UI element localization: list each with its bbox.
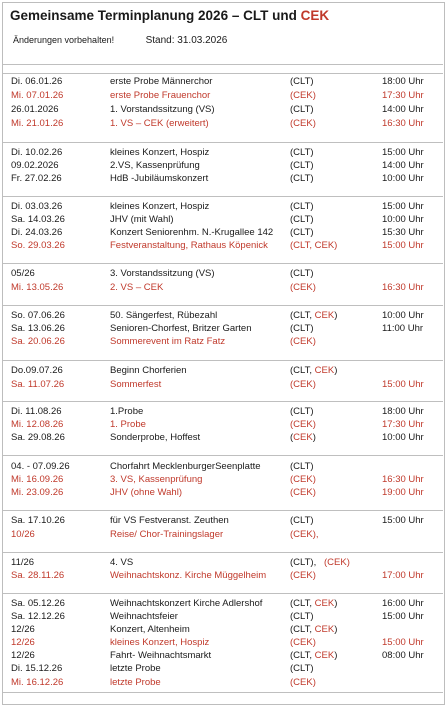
org-cell: (CLT, CEK) bbox=[290, 310, 338, 321]
date-cell: So. 07.06.26 bbox=[11, 310, 65, 321]
date-cell: So. 29.03.26 bbox=[11, 240, 65, 251]
date-cell: Di. 10.02.26 bbox=[11, 147, 63, 158]
event-cell: kleines Konzert, Hospiz bbox=[110, 637, 210, 648]
cek-label: CEK bbox=[314, 624, 335, 635]
org-cell: (CLT) bbox=[290, 663, 314, 674]
time-cell: 17:30 Uhr bbox=[382, 419, 424, 430]
date-cell: Fr. 27.02.26 bbox=[11, 173, 62, 184]
stand-date: Stand: 31.03.2026 bbox=[145, 35, 228, 46]
event-cell: Chorfahrt MecklenburgerSeenplatte bbox=[110, 461, 261, 472]
event-cell: letzte Probe bbox=[110, 677, 161, 688]
date-cell: Sa. 20.06.26 bbox=[11, 336, 65, 347]
event-cell: JHV (ohne Wahl) bbox=[110, 487, 182, 498]
org-cell-secondary: (CEK) bbox=[324, 557, 350, 568]
event-cell: 2.VS, Kassenprüfung bbox=[110, 160, 200, 171]
row-divider bbox=[3, 196, 443, 197]
time-cell: 14:00 Uhr bbox=[382, 104, 424, 115]
org-cell: (CLT) bbox=[290, 268, 314, 279]
time-cell: 15:00 Uhr bbox=[382, 147, 424, 158]
event-cell: 1. VS – CEK (erweitert) bbox=[110, 118, 209, 129]
org-cell: (CLT, CEK) bbox=[290, 598, 338, 609]
time-cell: 17:30 Uhr bbox=[382, 90, 424, 101]
date-cell: 05/26 bbox=[11, 268, 35, 279]
time-cell: 10:00 Uhr bbox=[382, 310, 424, 321]
table-row bbox=[0, 598, 448, 611]
row-divider bbox=[3, 73, 443, 74]
table-row bbox=[0, 379, 448, 392]
title-text: Gemeinsame Terminplanung 2026 – CLT und bbox=[10, 8, 301, 23]
org-cell: (CLT), bbox=[290, 557, 317, 568]
event-cell: 50. Sängerfest, Rübezahl bbox=[110, 310, 218, 321]
date-cell: Di. 03.03.26 bbox=[11, 201, 63, 212]
table-row bbox=[0, 624, 448, 637]
time-cell: 15:30 Uhr bbox=[382, 227, 424, 238]
event-cell: Senioren-Chorfest, Britzer Garten bbox=[110, 323, 252, 334]
date-cell: 12/26 bbox=[11, 650, 35, 661]
org-cell: (CEK) bbox=[290, 336, 316, 347]
table-row bbox=[0, 201, 448, 214]
time-cell: 15:00 Uhr bbox=[382, 201, 424, 212]
time-cell: 16:30 Uhr bbox=[382, 118, 424, 129]
date-cell: 09.02.2026 bbox=[11, 160, 59, 171]
org-cell: (CEK) bbox=[290, 474, 316, 485]
org-cell: (CLT) bbox=[290, 323, 314, 334]
org-cell: (CEK) bbox=[290, 282, 316, 293]
row-divider bbox=[3, 305, 443, 306]
time-cell: 15:00 Uhr bbox=[382, 637, 424, 648]
event-cell: Konzert, Altenheim bbox=[110, 624, 190, 635]
table-row bbox=[0, 611, 448, 624]
date-cell: 10/26 bbox=[11, 529, 35, 540]
row-divider bbox=[3, 64, 443, 65]
date-cell: Mi. 23.09.26 bbox=[11, 487, 64, 498]
event-cell: HdB -Jubiläumskonzert bbox=[110, 173, 209, 184]
row-divider bbox=[3, 263, 443, 264]
changes-note: Änderungen vorbehalten! bbox=[13, 35, 115, 45]
table-row bbox=[0, 365, 448, 378]
cek-label: CEK bbox=[314, 598, 335, 609]
org-cell: (CEK) bbox=[290, 419, 316, 430]
table-row bbox=[0, 227, 448, 240]
table-row bbox=[0, 663, 448, 676]
time-cell: 18:00 Uhr bbox=[382, 76, 424, 87]
table-row bbox=[0, 461, 448, 474]
row-divider bbox=[3, 510, 443, 511]
date-cell: 12/26 bbox=[11, 624, 35, 635]
event-cell: Reise/ Chor-Trainingslager bbox=[110, 529, 224, 540]
time-cell: 08:00 Uhr bbox=[382, 650, 424, 661]
cek-label: CEK bbox=[293, 432, 313, 443]
date-cell: 26.01.2026 bbox=[11, 104, 59, 115]
date-cell: Sa. 28.11.26 bbox=[11, 570, 65, 581]
date-cell: Sa. 05.12.26 bbox=[11, 598, 65, 609]
org-cell: (CLT) bbox=[290, 214, 314, 225]
table-row bbox=[0, 282, 448, 295]
table-row bbox=[0, 323, 448, 336]
date-cell: Sa. 17.10.26 bbox=[11, 515, 65, 526]
time-cell: 19:00 Uhr bbox=[382, 487, 424, 498]
time-cell: 15:00 Uhr bbox=[382, 515, 424, 526]
org-cell: (CLT) bbox=[290, 104, 314, 115]
event-cell: 1.Probe bbox=[110, 406, 144, 417]
time-cell: 16:30 Uhr bbox=[382, 282, 424, 293]
org-cell: (CEK) bbox=[290, 677, 316, 688]
date-cell: Di. 15.12.26 bbox=[11, 663, 63, 674]
table-row bbox=[0, 160, 448, 173]
date-cell: Di. 11.08.26 bbox=[11, 406, 62, 417]
table-row bbox=[0, 419, 448, 432]
cek-label: CEK bbox=[314, 365, 335, 376]
date-cell: Sa. 11.07.26 bbox=[11, 379, 65, 390]
org-cell: (CLT) bbox=[290, 147, 314, 158]
org-cell: (CLT) bbox=[290, 406, 314, 417]
date-cell: Mi. 13.05.26 bbox=[11, 282, 64, 293]
date-cell: 11/26 bbox=[11, 557, 35, 568]
time-cell: 16:30 Uhr bbox=[382, 474, 424, 485]
event-cell: 4. VS bbox=[110, 557, 134, 568]
row-divider bbox=[3, 692, 443, 693]
date-cell: 04. - 07.09.26 bbox=[11, 461, 70, 472]
time-cell: 15:00 Uhr bbox=[382, 611, 424, 622]
time-cell: 15:00 Uhr bbox=[382, 240, 424, 251]
table-row bbox=[0, 76, 448, 89]
table-row bbox=[0, 474, 448, 487]
event-cell: für VS Festveranst. Zeuthen bbox=[110, 515, 229, 526]
org-cell: (CEK) bbox=[290, 637, 316, 648]
row-divider bbox=[3, 593, 443, 594]
event-cell: kleines Konzert, Hospiz bbox=[110, 147, 210, 158]
table-row bbox=[0, 406, 448, 419]
row-divider bbox=[3, 401, 443, 402]
table-row bbox=[0, 557, 448, 570]
org-cell: (CEK), bbox=[290, 529, 319, 540]
table-row bbox=[0, 214, 448, 227]
event-cell: erste Probe Frauenchor bbox=[110, 90, 211, 101]
event-cell: kleines Konzert, Hospiz bbox=[110, 201, 210, 212]
event-cell: 1. Probe bbox=[110, 419, 146, 430]
event-cell: Sommerfest bbox=[110, 379, 162, 390]
event-cell: letzte Probe bbox=[110, 663, 161, 674]
event-cell: Weihnachtskonzert Kirche Adlershof bbox=[110, 598, 263, 609]
table-row bbox=[0, 336, 448, 349]
table-row bbox=[0, 147, 448, 160]
event-cell: Konzert Seniorenhm. N.-Krugallee 142 bbox=[110, 227, 274, 238]
date-cell: Sa. 12.12.26 bbox=[11, 611, 65, 622]
event-cell: Fahrt- Weihnachtsmarkt bbox=[110, 650, 212, 661]
date-cell: Di. 24.03.26 bbox=[11, 227, 63, 238]
table-row bbox=[0, 240, 448, 253]
table-row bbox=[0, 90, 448, 103]
org-cell: (CLT) bbox=[290, 173, 314, 184]
org-cell: (CLT, CEK) bbox=[290, 365, 338, 376]
event-cell: 3. Vorstandssitzung (VS) bbox=[110, 268, 215, 279]
event-cell: JHV (mit Wahl) bbox=[110, 214, 174, 225]
table-row bbox=[0, 173, 448, 186]
cek-label: CEK bbox=[314, 650, 335, 661]
cek-label: CEK bbox=[314, 310, 335, 321]
event-cell: Sommerevent im Ratz Fatz bbox=[110, 336, 226, 347]
table-row bbox=[0, 677, 448, 690]
org-cell: (CEK) bbox=[290, 118, 316, 129]
event-cell: Beginn Chorferien bbox=[110, 365, 187, 376]
org-cell: (CEK) bbox=[290, 487, 316, 498]
table-row bbox=[0, 104, 448, 117]
org-cell: (CEK) bbox=[290, 90, 316, 101]
event-cell: Sonderprobe, Hoffest bbox=[110, 432, 201, 443]
subtitle bbox=[13, 35, 227, 46]
org-cell: (CEK) bbox=[290, 379, 316, 390]
event-cell: 2. VS – CEK bbox=[110, 282, 164, 293]
date-cell: Sa. 29.08.26 bbox=[11, 432, 65, 443]
date-cell: 12/26 bbox=[11, 637, 35, 648]
row-divider bbox=[3, 360, 443, 361]
org-cell: (CLT) bbox=[290, 515, 314, 526]
table-row bbox=[0, 515, 448, 528]
time-cell: 16:00 Uhr bbox=[382, 598, 424, 609]
page-title bbox=[10, 8, 329, 23]
title-cek: CEK bbox=[300, 8, 330, 23]
event-cell: 1. Vorstandssitzung (VS) bbox=[110, 104, 215, 115]
time-cell: 18:00 Uhr bbox=[382, 406, 424, 417]
table-row bbox=[0, 529, 448, 542]
org-cell: (CLT, CEK) bbox=[290, 240, 338, 251]
event-cell: Weihnachtskonz. Kirche Müggelheim bbox=[110, 570, 267, 581]
date-cell: Mi. 12.08.26 bbox=[11, 419, 64, 430]
org-cell: (CLT, CEK) bbox=[290, 624, 338, 635]
date-cell: Sa. 13.06.26 bbox=[11, 323, 65, 334]
org-cell: (CLT) bbox=[290, 201, 314, 212]
org-cell: (CLT) bbox=[290, 461, 314, 472]
date-cell: Mi. 21.01.26 bbox=[11, 118, 64, 129]
date-cell: Mi. 16.09.26 bbox=[11, 474, 64, 485]
date-cell: Mi. 16.12.26 bbox=[11, 677, 64, 688]
time-cell: 11:00 Uhr bbox=[382, 323, 424, 334]
event-cell: erste Probe Männerchor bbox=[110, 76, 213, 87]
date-cell: Di. 06.01.26 bbox=[11, 76, 63, 87]
org-cell: (CLT, CEK) bbox=[290, 650, 338, 661]
table-row bbox=[0, 570, 448, 583]
org-cell: (CEK) bbox=[290, 432, 316, 443]
org-cell: (CLT) bbox=[290, 227, 314, 238]
row-divider bbox=[3, 552, 443, 553]
row-divider bbox=[3, 455, 443, 456]
event-cell: Festveranstaltung, Rathaus Köpenick bbox=[110, 240, 268, 251]
time-cell: 10:00 Uhr bbox=[382, 432, 424, 443]
org-cell: (CLT) bbox=[290, 611, 314, 622]
time-cell: 15:00 Uhr bbox=[382, 379, 424, 390]
time-cell: 14:00 Uhr bbox=[382, 160, 424, 171]
time-cell: 10:00 Uhr bbox=[382, 214, 424, 225]
table-row bbox=[0, 310, 448, 323]
event-cell: 3. VS, Kassenprüfung bbox=[110, 474, 203, 485]
row-divider bbox=[3, 142, 443, 143]
org-cell: (CLT) bbox=[290, 160, 314, 171]
org-cell: (CEK) bbox=[290, 570, 316, 581]
date-cell: Mi. 07.01.26 bbox=[11, 90, 64, 101]
time-cell: 10:00 Uhr bbox=[382, 173, 424, 184]
table-row bbox=[0, 118, 448, 131]
table-row bbox=[0, 268, 448, 281]
table-row bbox=[0, 637, 448, 650]
date-cell: Do.09.07.26 bbox=[11, 365, 63, 376]
table-row bbox=[0, 487, 448, 500]
event-cell: Weihnachtsfeier bbox=[110, 611, 178, 622]
table-row bbox=[0, 432, 448, 445]
table-row bbox=[0, 650, 448, 663]
date-cell: Sa. 14.03.26 bbox=[11, 214, 65, 225]
org-cell: (CLT) bbox=[290, 76, 314, 87]
time-cell: 17:00 Uhr bbox=[382, 570, 424, 581]
